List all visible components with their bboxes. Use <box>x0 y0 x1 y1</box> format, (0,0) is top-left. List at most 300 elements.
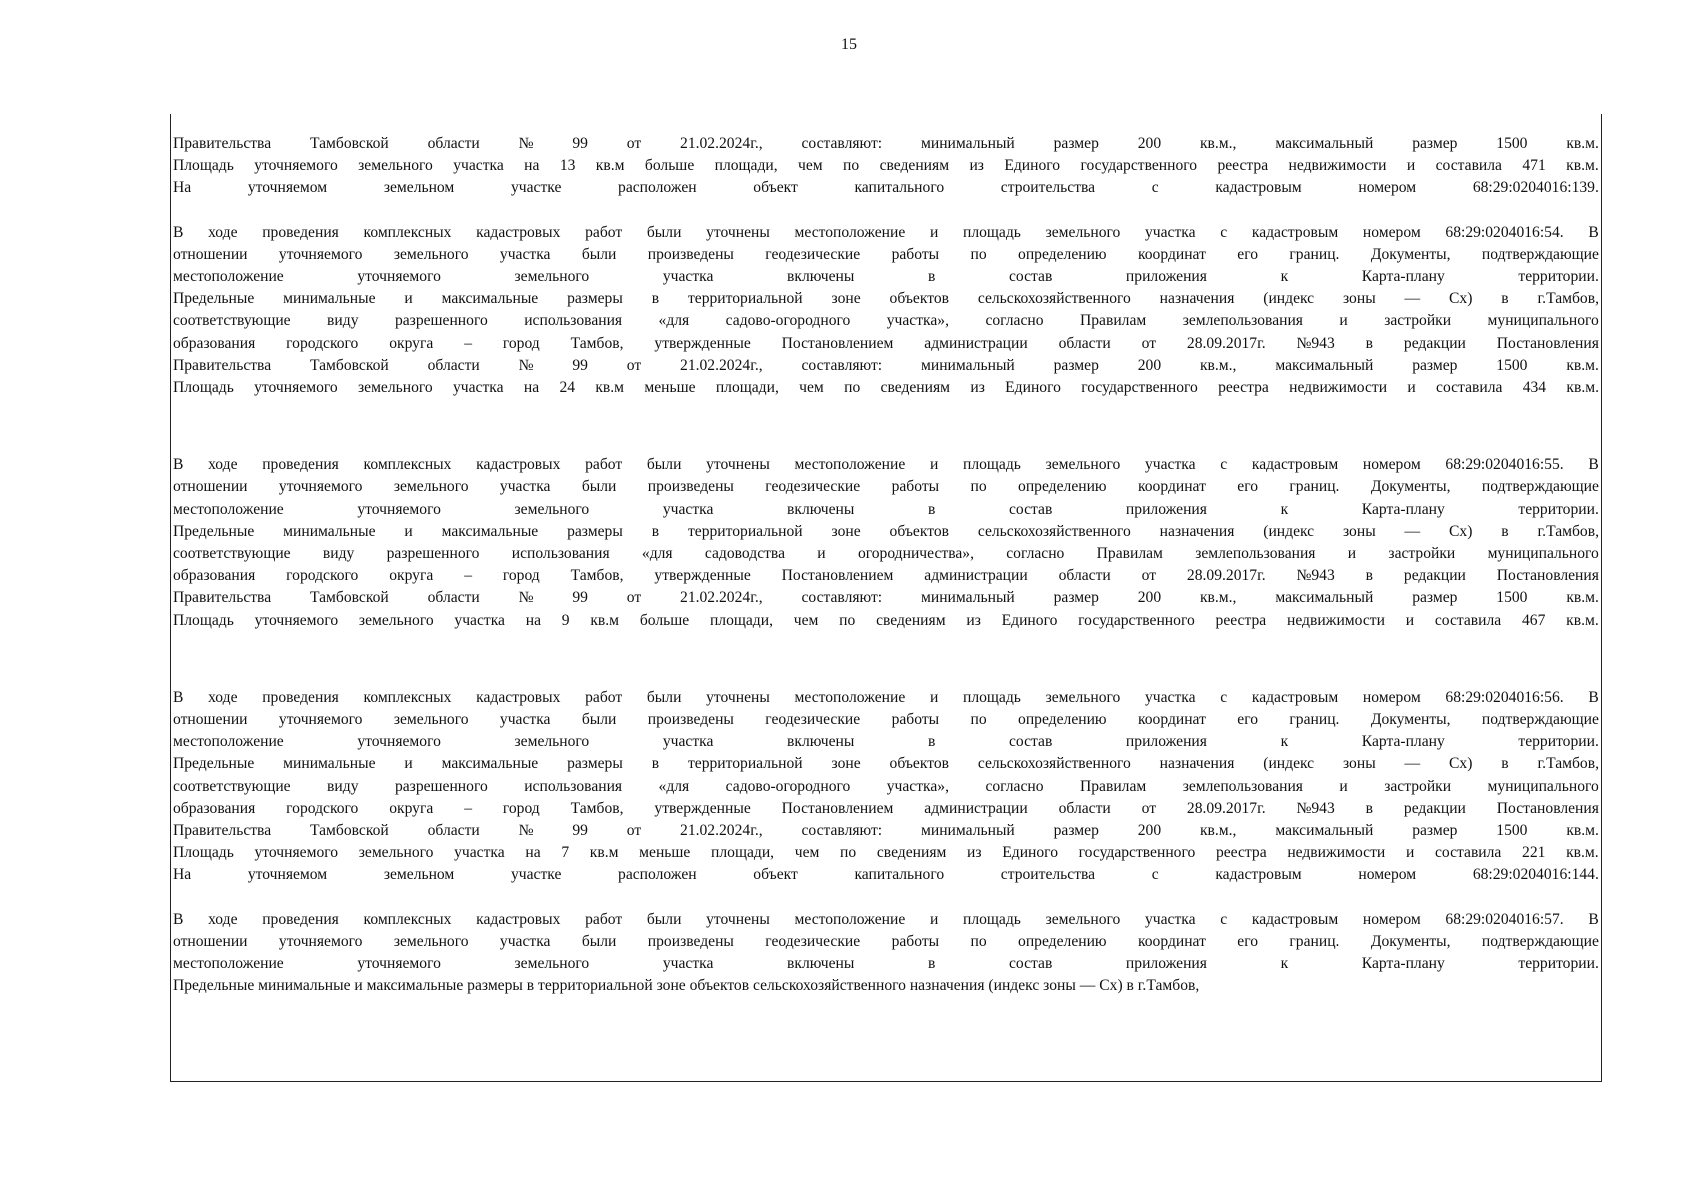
word: расположен <box>618 179 697 197</box>
word: Тамбовской <box>309 589 389 607</box>
word: уточняемого <box>254 844 339 862</box>
word: На <box>173 179 192 197</box>
word: и <box>817 545 826 563</box>
word: уточняемого <box>278 245 363 263</box>
word: администрации <box>924 567 1028 585</box>
word: и <box>404 290 413 308</box>
word: сведениям <box>879 157 950 175</box>
word: капитального <box>854 866 945 884</box>
word: 68:29:0204016:57. <box>1445 910 1564 928</box>
word: максимальные <box>441 290 539 308</box>
word: по <box>844 379 861 397</box>
word: кв.м. <box>1566 822 1599 840</box>
word: земельном <box>383 179 455 197</box>
word: произведены <box>647 245 734 263</box>
word: кадастровых <box>476 223 561 241</box>
word: зоне <box>831 755 861 773</box>
word: Документы, <box>1370 478 1451 496</box>
word: государственного <box>1078 611 1195 629</box>
word: в <box>928 733 936 751</box>
word: площадь <box>963 456 1021 474</box>
word: составляют: <box>801 589 883 607</box>
word: разрешенного <box>386 545 480 563</box>
text-line <box>173 499 1599 521</box>
word: работ <box>585 910 623 928</box>
word: земельного <box>514 500 590 518</box>
word: работ <box>585 456 623 474</box>
word: границ. <box>1289 245 1340 263</box>
word: территориальной <box>687 522 803 540</box>
word: Карта-плану <box>1361 955 1445 973</box>
word: территории. <box>1518 733 1599 751</box>
word: Предельные <box>173 522 255 540</box>
word: границ. <box>1289 711 1340 729</box>
text-line <box>173 222 1599 244</box>
word: в <box>1365 567 1374 585</box>
word: работы <box>891 478 940 496</box>
word: В <box>173 456 184 474</box>
word: геодезические <box>765 932 861 950</box>
word: на <box>523 379 540 397</box>
word: зоны <box>1342 290 1376 308</box>
word: определению <box>1018 245 1107 263</box>
word: максимальные <box>441 522 539 540</box>
word: проведения <box>262 910 339 928</box>
word: Предельные <box>173 290 255 308</box>
word: 7 <box>561 844 570 862</box>
word: области <box>427 135 480 152</box>
text-line <box>173 543 1599 565</box>
word: объектов <box>889 755 949 773</box>
word: территории. <box>1518 268 1599 286</box>
word: от <box>1141 799 1157 817</box>
word: уточняемого <box>278 932 363 950</box>
word: составляют: <box>801 822 883 840</box>
word: городского <box>286 799 359 817</box>
word: г.Тамбов, <box>1537 290 1599 308</box>
word: уточняемого <box>278 478 363 496</box>
word: 68:29:0204016:144. <box>1472 866 1599 884</box>
word: чем <box>799 379 824 397</box>
word: кадастровым <box>1215 179 1302 197</box>
word: земельного <box>393 478 469 496</box>
word: расположен <box>618 866 697 884</box>
word: состав <box>1008 733 1053 751</box>
word: город <box>502 334 540 352</box>
word: от <box>626 356 642 374</box>
text-line <box>173 155 1599 177</box>
word: минимальные <box>283 522 376 540</box>
word: включены <box>787 955 855 973</box>
word: Единого <box>1004 157 1061 175</box>
word: участке <box>510 179 562 197</box>
word: составила <box>1434 844 1502 862</box>
word: администрации <box>924 334 1028 352</box>
word: уточнены <box>706 223 770 241</box>
word: работ <box>585 223 623 241</box>
word: кадастровым <box>1251 456 1339 474</box>
word: и <box>1405 611 1415 629</box>
text-line <box>173 288 1599 310</box>
word: строительства <box>1000 866 1096 884</box>
word: объектов <box>889 522 949 540</box>
word: минимальные <box>283 290 376 308</box>
word: земельного <box>514 268 590 286</box>
word: Карта-плану <box>1361 268 1445 286</box>
word: соответствующие <box>173 312 291 330</box>
word: области <box>427 589 480 607</box>
word: Единого <box>1005 379 1061 397</box>
word: Правилам <box>1096 545 1163 563</box>
word: размеры <box>567 755 623 773</box>
word: максимальный <box>1275 589 1374 607</box>
word: земельного <box>393 245 469 263</box>
word: включены <box>787 500 855 518</box>
word: — <box>1404 290 1421 308</box>
text-line <box>173 909 1599 931</box>
word: «для <box>658 312 690 330</box>
word: – <box>464 799 472 817</box>
text-line <box>173 798 1599 820</box>
word: местоположение <box>173 268 284 286</box>
word: участка <box>662 500 714 518</box>
word: участка», <box>886 777 950 795</box>
word: отношении <box>173 711 248 729</box>
word: местоположение <box>173 733 284 751</box>
text-line: Предельные минимальные и максимальные размеры в территориальной зоне объектов сельскохозяйственного назначения (индекс зоны — Сх) в г.Тамбов, <box>173 977 1200 995</box>
word: участка <box>454 844 505 862</box>
word: проведения <box>262 223 339 241</box>
paragraph-spacer <box>173 887 1599 909</box>
word: в <box>651 522 660 540</box>
word: площадь <box>963 910 1021 928</box>
word: земельного <box>514 733 590 751</box>
word: номером <box>1362 688 1421 706</box>
word: координат <box>1137 711 1206 729</box>
word: в <box>1501 755 1509 773</box>
word: назначения <box>1159 290 1235 308</box>
word: 68:29:0204016:55. <box>1445 456 1564 474</box>
word: геодезические <box>765 245 861 263</box>
word: площадь <box>963 688 1021 706</box>
word: объект <box>753 866 798 884</box>
word: городского <box>286 334 359 352</box>
word: огородничества», <box>857 545 974 563</box>
word: кв.м. <box>1566 589 1599 607</box>
word: размеры <box>567 290 623 308</box>
text-line <box>173 842 1599 864</box>
word: кв.м <box>589 844 619 862</box>
word: земельного <box>358 844 434 862</box>
word: от <box>626 822 642 840</box>
word: уточняемого <box>357 268 441 286</box>
word: реестра <box>1215 844 1267 862</box>
word: геодезические <box>765 711 861 729</box>
word: по <box>843 157 860 175</box>
word: сведениям <box>876 844 947 862</box>
word: сведениям <box>880 379 951 397</box>
word: были <box>581 478 617 496</box>
word: произведены <box>647 478 734 496</box>
word: кв.м. <box>1566 157 1599 175</box>
word: уточняемого <box>357 955 441 973</box>
word: Постановлением <box>781 567 894 585</box>
word: от <box>626 135 642 152</box>
word: размер <box>1412 589 1458 607</box>
text-line <box>173 731 1599 753</box>
word: кадастровых <box>476 910 561 928</box>
word: уточняемого <box>357 733 441 751</box>
word: максимальный <box>1275 822 1374 840</box>
word: площади, <box>709 611 773 629</box>
word: сведениям <box>876 611 946 629</box>
word: земельного <box>357 379 433 397</box>
word: в <box>928 955 936 973</box>
word: 200 <box>1137 822 1162 840</box>
word: и <box>1405 844 1415 862</box>
word: садово-огородного <box>725 312 851 330</box>
word: уточнены <box>706 456 770 474</box>
word: капитального <box>854 179 945 197</box>
word: проведения <box>262 688 339 706</box>
word: 1500 <box>1496 356 1528 374</box>
word: утвержденные <box>654 799 751 817</box>
word: размеры <box>567 522 623 540</box>
word: 99 <box>572 822 588 840</box>
word: На <box>173 866 192 884</box>
word: участка <box>499 932 551 950</box>
word: кадастровым <box>1251 688 1339 706</box>
word: № <box>518 135 534 152</box>
word: участка <box>499 711 551 729</box>
word: (индекс <box>1263 290 1315 308</box>
word: зоне <box>831 522 861 540</box>
word: от <box>1141 567 1157 585</box>
paragraph-spacer <box>173 200 1599 222</box>
word: кв.м., <box>1199 822 1237 840</box>
word: государственного <box>1078 844 1196 862</box>
word: уточняемого <box>254 611 339 629</box>
word: зоне <box>831 290 861 308</box>
word: муниципального <box>1487 312 1599 330</box>
word: местоположение <box>794 456 906 474</box>
word: земельного <box>1045 223 1121 241</box>
word: кв.м., <box>1199 589 1237 607</box>
word: садово-огородного <box>725 777 851 795</box>
word: включены <box>787 268 855 286</box>
word: были <box>581 932 617 950</box>
word: минимальный <box>920 135 1015 152</box>
word: с <box>1151 179 1159 197</box>
word: подтверждающие <box>1481 245 1599 263</box>
word: области <box>1058 799 1111 817</box>
word: к <box>1280 733 1289 751</box>
paragraph-1 <box>173 133 1599 200</box>
word: приложения <box>1125 733 1207 751</box>
word: минимальные <box>283 755 376 773</box>
word: округа <box>389 799 434 817</box>
word: Постановления <box>1496 334 1599 352</box>
word: назначения <box>1159 755 1235 773</box>
word: состав <box>1008 268 1053 286</box>
text-line <box>173 776 1599 798</box>
page-number: 15 <box>841 36 857 53</box>
word: включены <box>787 733 855 751</box>
word: и <box>929 688 939 706</box>
word: с <box>1151 866 1159 884</box>
word: Тамбов, <box>570 799 624 817</box>
paragraph-3 <box>173 454 1599 632</box>
word: – <box>464 567 472 585</box>
word: его <box>1237 932 1259 950</box>
word: строительства <box>1000 179 1096 197</box>
word: использования <box>524 777 623 795</box>
word: были <box>646 223 682 241</box>
word: реестра <box>1215 611 1267 629</box>
word: Тамбовской <box>309 356 389 374</box>
word: уточняемом <box>247 179 328 197</box>
word: 99 <box>572 589 588 607</box>
word: Тамбовской <box>309 135 389 152</box>
word: меньше <box>639 844 691 862</box>
word: разрешенного <box>394 312 488 330</box>
word: и <box>404 755 413 773</box>
word: кадастровым <box>1251 223 1339 241</box>
word: кв.м <box>595 379 625 397</box>
word: размер <box>1412 356 1458 374</box>
word: и <box>1339 312 1348 330</box>
word: участка», <box>886 312 950 330</box>
word: Тамбов, <box>570 334 624 352</box>
word: г.Тамбов, <box>1537 755 1599 773</box>
word: образования <box>173 334 256 352</box>
word: участка <box>1145 223 1196 241</box>
word: № <box>518 356 534 374</box>
paragraph-spacer <box>173 632 1599 687</box>
word: недвижимости <box>1288 157 1387 175</box>
word: по <box>839 611 856 629</box>
word: к <box>1280 500 1289 518</box>
word: минимальный <box>920 589 1015 607</box>
word: Документы, <box>1370 245 1451 263</box>
word: номером <box>1358 179 1417 197</box>
word: сельскохозяйственного <box>977 755 1131 773</box>
word: Правилам <box>1079 312 1147 330</box>
word: участка <box>1145 688 1196 706</box>
word: территориальной <box>687 755 803 773</box>
word: образования <box>173 567 256 585</box>
text-line <box>173 820 1599 842</box>
text-line <box>173 266 1599 288</box>
word: В <box>173 688 184 706</box>
word: максимальный <box>1275 135 1374 152</box>
word: были <box>646 688 682 706</box>
word: координат <box>1137 478 1206 496</box>
word: Площадь <box>173 157 234 175</box>
word: кв.м. <box>1566 379 1599 397</box>
word: максимальный <box>1275 356 1374 374</box>
word: территории. <box>1518 955 1599 973</box>
word: землепользования <box>1182 777 1303 795</box>
word: от <box>1141 334 1157 352</box>
word: 28.09.2017г. <box>1186 567 1266 585</box>
word: 68:29:0204016:139. <box>1472 179 1599 197</box>
word: сельскохозяйственного <box>977 522 1131 540</box>
word: уточняемого <box>254 379 338 397</box>
word: 1500 <box>1496 589 1528 607</box>
word: участка <box>453 157 504 175</box>
word: №943 <box>1296 567 1335 585</box>
text-line <box>173 687 1599 709</box>
word: застройки <box>1384 777 1452 795</box>
word: 434 <box>1522 379 1547 397</box>
word: площадь <box>963 223 1021 241</box>
word: 1500 <box>1496 135 1528 152</box>
paragraph-2 <box>173 222 1599 400</box>
text-line <box>173 454 1599 476</box>
word: местоположение <box>794 910 906 928</box>
text-line <box>173 244 1599 266</box>
word: размер <box>1412 822 1458 840</box>
word: 21.02.2024г., <box>680 356 763 374</box>
word: земельного <box>393 711 469 729</box>
word: В <box>173 223 184 241</box>
word: участка <box>453 379 504 397</box>
word: состав <box>1008 500 1053 518</box>
word: в <box>928 500 936 518</box>
word: площади, <box>711 844 775 862</box>
word: составляют: <box>801 135 883 152</box>
text-frame <box>170 114 1602 1082</box>
word: с <box>1220 688 1228 706</box>
word: 200 <box>1137 356 1162 374</box>
word: состав <box>1008 955 1053 973</box>
word: №943 <box>1296 799 1335 817</box>
word: границ. <box>1289 932 1340 950</box>
paragraph-5 <box>173 909 1599 998</box>
text-line <box>173 587 1599 609</box>
word: согласно <box>985 777 1044 795</box>
word: 68:29:0204016:56. <box>1445 688 1564 706</box>
word: составила <box>1435 157 1502 175</box>
text-line <box>173 610 1599 632</box>
word: размер <box>1053 135 1099 152</box>
word: в <box>1501 290 1509 308</box>
word: минимальный <box>920 356 1015 374</box>
word: образования <box>173 799 256 817</box>
word: приложения <box>1125 268 1207 286</box>
word: чем <box>798 157 823 175</box>
word: редакции <box>1403 334 1466 352</box>
word: из <box>970 379 985 397</box>
word: В <box>1588 688 1599 706</box>
word: комплексных <box>363 688 452 706</box>
word: утвержденные <box>654 334 751 352</box>
word: кв.м. <box>1566 611 1599 629</box>
word: назначения <box>1159 522 1235 540</box>
word: в <box>651 290 660 308</box>
word: в <box>1365 334 1374 352</box>
word: чем <box>794 844 820 862</box>
word: муниципального <box>1487 777 1599 795</box>
word: участка <box>662 955 714 973</box>
word: произведены <box>647 932 734 950</box>
word: В <box>1588 910 1599 928</box>
word: Тамбовской <box>309 822 389 840</box>
word: комплексных <box>363 223 452 241</box>
word: (индекс <box>1263 522 1315 540</box>
word: «для <box>641 545 673 563</box>
